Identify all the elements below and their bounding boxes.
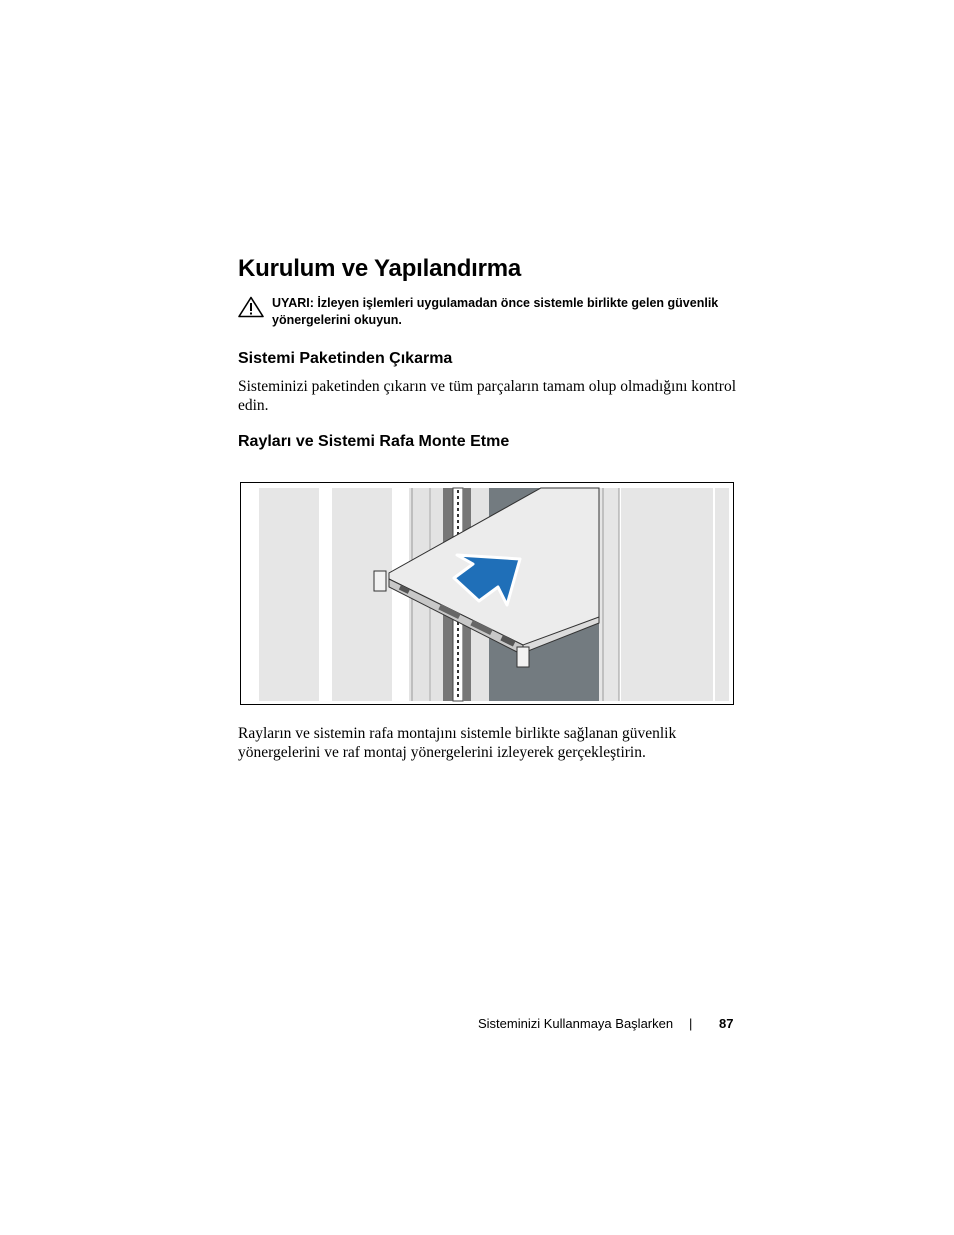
rack-panel: [715, 488, 729, 701]
rail-ear-left: [374, 571, 386, 591]
rail-ear-right: [517, 647, 529, 667]
rack-mount-illustration: [240, 482, 734, 705]
rack-panel: [259, 488, 319, 701]
section-title-unpacking: Sistemi Paketinden Çıkarma: [238, 350, 453, 367]
rack-mount-drawing: [241, 483, 734, 705]
warning-notice: [238, 295, 738, 329]
rack-panel: [621, 488, 713, 701]
warning-text: İzleyen işlemleri uygulamadan önce sistemle birlikte gelen güvenlik yönergelerini okuyun.: [272, 296, 719, 327]
footer-book-title: Sisteminizi Kullanmaya Başlarken: [478, 1016, 674, 1031]
rack-panel: [332, 488, 392, 701]
section-body-rack-mount: Rayların ve sistemin rafa montajını sistemle birlikte sağlanan güvenlik yönergelerini ve raf montaj yönergelerini izleyerek gerçekleştirin.: [238, 725, 677, 761]
section-body-unpacking: Sisteminizi paketinden çıkarın ve tüm parçaların tamam olup olmadığını kontrol edin.: [238, 378, 737, 414]
footer-separator: |: [689, 1016, 693, 1031]
warning-icon: [238, 296, 264, 318]
warning-label: UYARI:: [272, 296, 314, 310]
page-number: 87: [719, 1016, 734, 1031]
page-title: Kurulum ve Yapılandırma: [238, 255, 522, 282]
section-title-rack-mount: Rayları ve Sistemi Rafa Monte Etme: [238, 433, 510, 450]
